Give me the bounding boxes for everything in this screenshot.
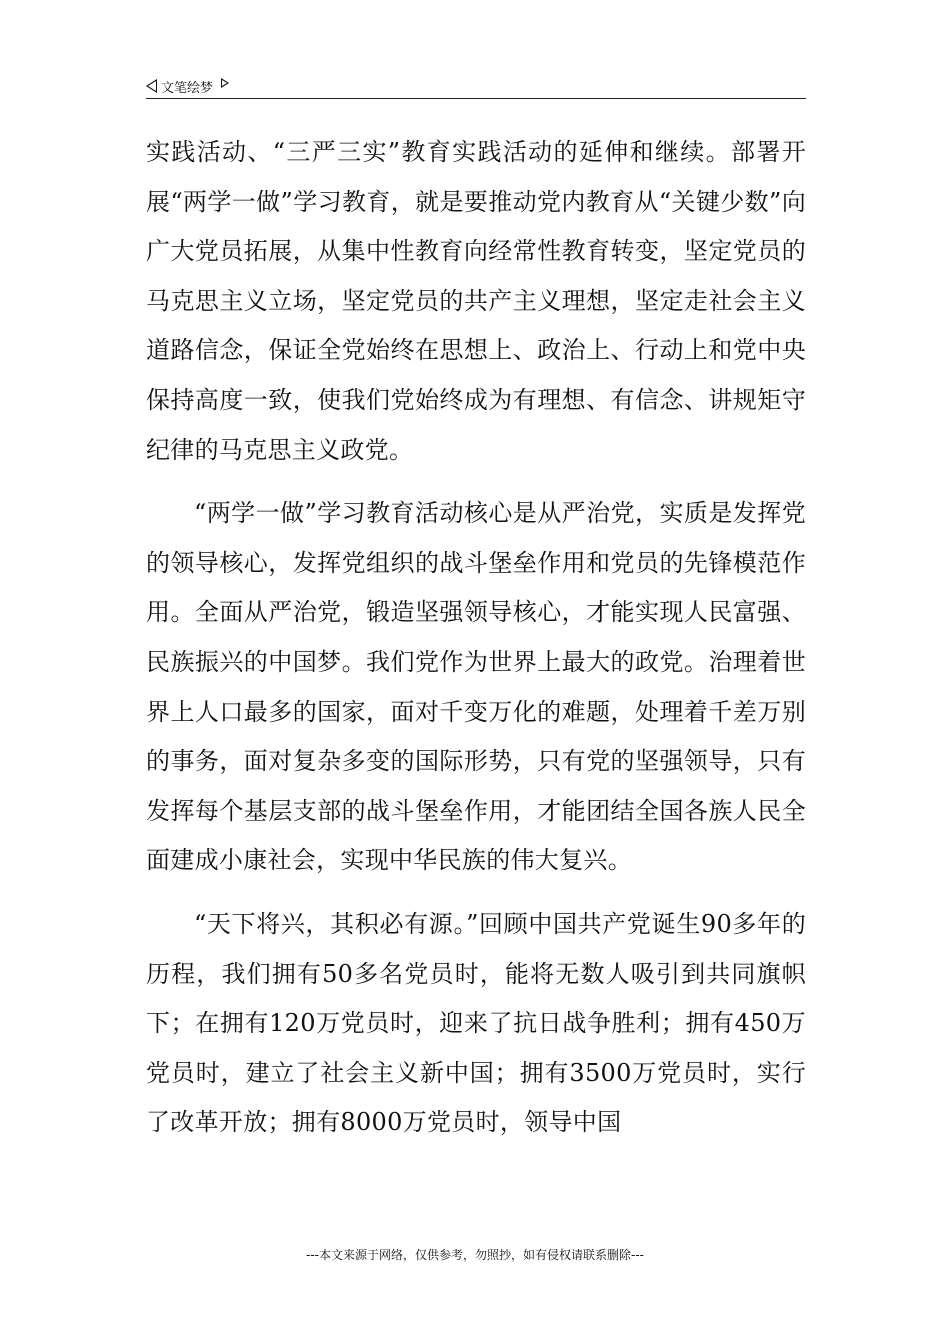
triangle-right-icon <box>221 78 229 88</box>
paragraph-1: 实践活动、“三严三实”教育实践活动的延伸和继续。部署开展“两学一做”学习教育，就是要推动党内教育从“关键少数”向广大党员拓展，从集中性教育向经常性教育转变，坚定党员的马克思主义立场，坚定党员的共产主义理想，坚定走社会主义道路信念，保证全党始终在思想上、政治上、行动上和党中央保持高度一致，使我们党始终成为有理想、有信念、讲规矩守纪律的马克思主义政党。 <box>146 138 806 464</box>
document-body <box>146 128 806 1162</box>
page-footer: ---本文来源于网络，仅供参考，勿照抄，如有侵权请联系删除--- <box>306 1248 644 1262</box>
page-header <box>146 74 806 99</box>
paragraph-2: “两学一做”学习教育活动核心是从严治党，实质是发挥党的领导核心，发挥党组织的战斗堡垒作用和党员的先锋模范作用。全面从严治党，锻造坚强领导核心，才能实现人民富强、民族振兴的中国梦。我们党作为世界上最大的政党。治理着世界上人口最多的国家，面对千变万化的难题，处理着千差万别的事务，面对复杂多变的国际形势，只有党的坚强领导，只有发挥每个基层支部的战斗堡垒作用，才能团结全国各族人民全面建成小康社会，实现中华民族的伟大复兴。 <box>146 499 806 875</box>
triangle-left-icon <box>146 79 157 93</box>
header-title: 文笔绘梦 <box>161 80 214 96</box>
paragraph-3: “天下将兴，其积必有源。”回顾中国共产党诞生90多年的历程，我们拥有50多名党员时，能将无数人吸引到共同旗帜下；在拥有120万党员时，迎来了抗日战争胜利；拥有450万党员时，建立了社会主义新中国；拥有3500万党员时，实行了改革开放；拥有8000万党员时，领导中国 <box>146 909 806 1137</box>
